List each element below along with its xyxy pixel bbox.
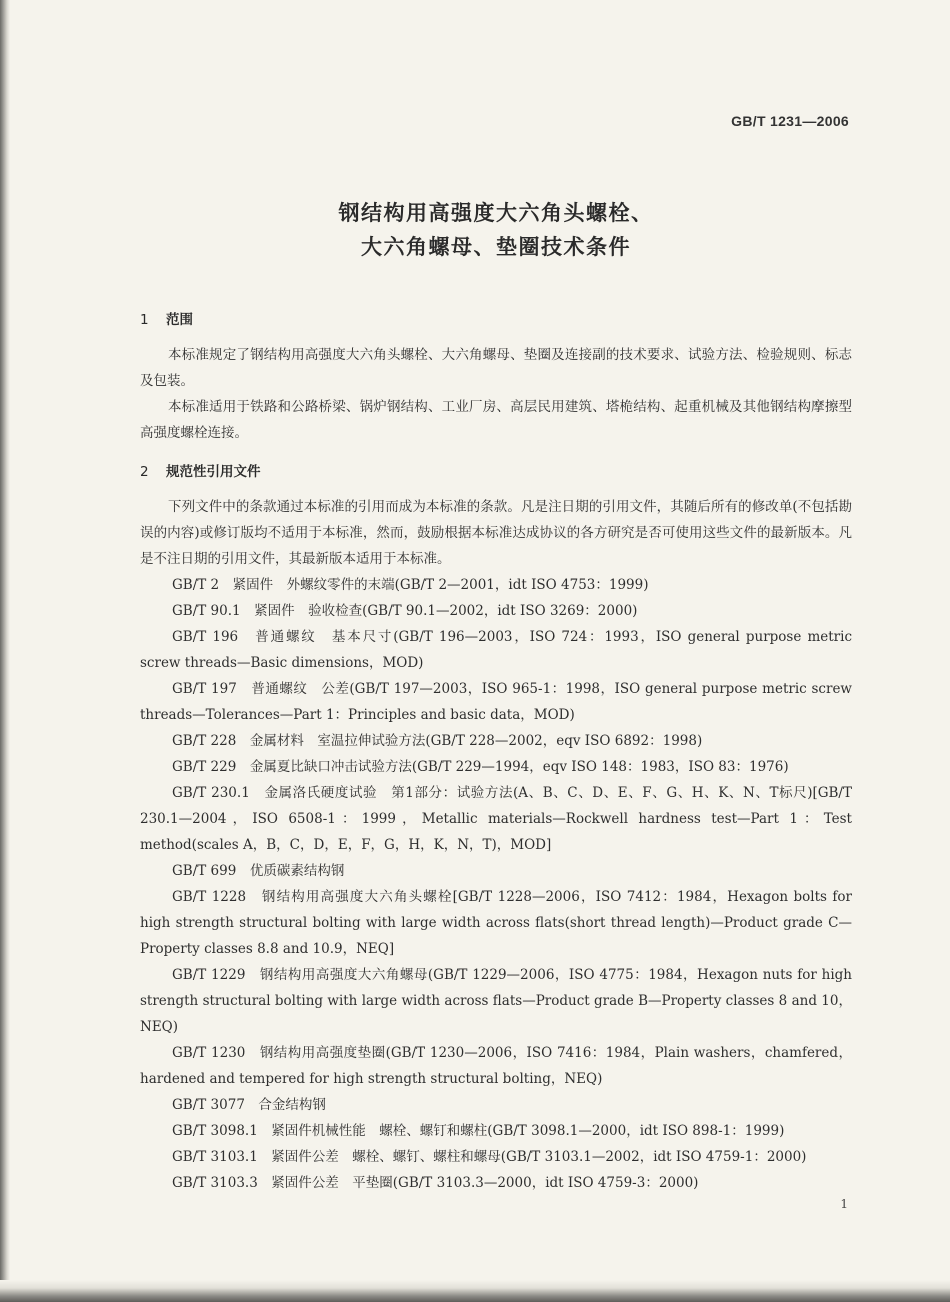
reference-item: GB/T 1229 钢结构用高强度大六角螺母(GB/T 1229—2006，ISO 4775：1984，Hexagon nuts for high strength structural bolting with large width across flats—Product grade B—Property classes 8 and 10，NEQ) [140, 967, 852, 1035]
reference-item: GB/T 699 优质碳素结构钢 [172, 863, 345, 879]
standard-number: GB/T 1231—2006 [731, 113, 849, 129]
section-2-paragraph-1: 下列文件中的条款通过本标准的引用而成为本标准的条款。凡是注日期的引用文件，其随后所有的修改单(不包括勘误的内容)或修订版均不适用于本标准，然而，鼓励根据本标准达成协议的各方研究是否可使用这些文件的最新版本。凡是不注日期的引用文件，其最新版本适用于本标准。 [140, 499, 852, 567]
reference-item: GB/T 230.1 金属洛氏硬度试验 第1部分：试验方法(A、B、C、D、E、F、G、H、K、N、T标尺)[GB/T 230.1—2004，ISO 6508-1：1999，Metallic materials—Rockwell hardness test—Part 1：Test method(scales A，B，C，D，E，F，G，H，K，N，T)，MOD] [140, 785, 852, 853]
section-2-heading [140, 460, 261, 480]
reference-item: GB/T 1228 钢结构用高强度大六角头螺栓[GB/T 1228—2006，ISO 7412：1984，Hexagon bolts for high strength structural bolting with large width across flats(short thread length)—Product grade C—Property classes 8.8 and 10.9，NEQ] [140, 889, 852, 957]
section-title: 范围 [166, 312, 193, 328]
reference-item: GB/T 2 紧固件 外螺纹零件的末端(GB/T 2—2001，idt ISO 4753：1999) [172, 577, 649, 593]
reference-item: GB/T 3077 合金结构钢 [172, 1097, 326, 1113]
reference-item: GB/T 3103.1 紧固件公差 螺栓、螺钉、螺柱和螺母(GB/T 3103.1—2002，idt ISO 4759-1：2000) [172, 1149, 807, 1165]
reference-item: GB/T 1230 钢结构用高强度垫圈(GB/T 1230—2006，ISO 7416：1984，Plain washers，chamfered，hardened and tempered for high strength structural bolting，NEQ) [140, 1045, 852, 1087]
section-number: 2 [140, 464, 149, 480]
reference-item: GB/T 228 金属材料 室温拉伸试验方法(GB/T 228—2002，eqv ISO 6892：1998) [172, 733, 703, 749]
reference-item: GB/T 196 普通螺纹 基本尺寸(GB/T 196—2003，ISO 724：1993，ISO general purpose metric screw threads—Basic dimensions，MOD) [140, 629, 852, 671]
section-1-paragraph-1: 本标准规定了钢结构用高强度大六角头螺栓、大六角螺母、垫圈及连接副的技术要求、试验方法、检验规则、标志及包装。 [140, 347, 852, 389]
reference-item: GB/T 3103.3 紧固件公差 平垫圈(GB/T 3103.3—2000，idt ISO 4759-3：2000) [172, 1175, 699, 1191]
title-line-2: 大六角螺母、垫圈技术条件 [361, 235, 631, 259]
title-line-1: 钢结构用高强度大六角头螺栓、 [338, 201, 654, 225]
section-1-paragraph-2: 本标准适用于铁路和公路桥梁、锅炉钢结构、工业厂房、高层民用建筑、塔桅结构、起重机械及其他钢结构摩擦型高强度螺栓连接。 [140, 399, 852, 441]
section-number: 1 [140, 312, 149, 328]
reference-item: GB/T 90.1 紧固件 验收检查(GB/T 90.1—2002，idt ISO 3269：2000) [172, 603, 638, 619]
reference-item: GB/T 229 金属夏比缺口冲击试验方法(GB/T 229—1994，eqv ISO 148：1983，ISO 83：1976) [172, 759, 789, 775]
scan-edge-bottom [0, 1280, 950, 1302]
document-title [140, 196, 852, 264]
page-number: 1 [840, 1197, 848, 1211]
scan-edge-left [0, 0, 10, 1302]
reference-item: GB/T 3098.1 紧固件机械性能 螺栓、螺钉和螺柱(GB/T 3098.1—2000，idt ISO 898-1：1999) [172, 1123, 785, 1139]
section-1-heading [140, 308, 193, 328]
reference-item: GB/T 197 普通螺纹 公差(GB/T 197—2003，ISO 965-1：1998，ISO general purpose metric screw threads—Tolerances—Part 1：Principles and basic data，MOD) [140, 681, 852, 723]
section-title: 规范性引用文件 [166, 464, 261, 480]
